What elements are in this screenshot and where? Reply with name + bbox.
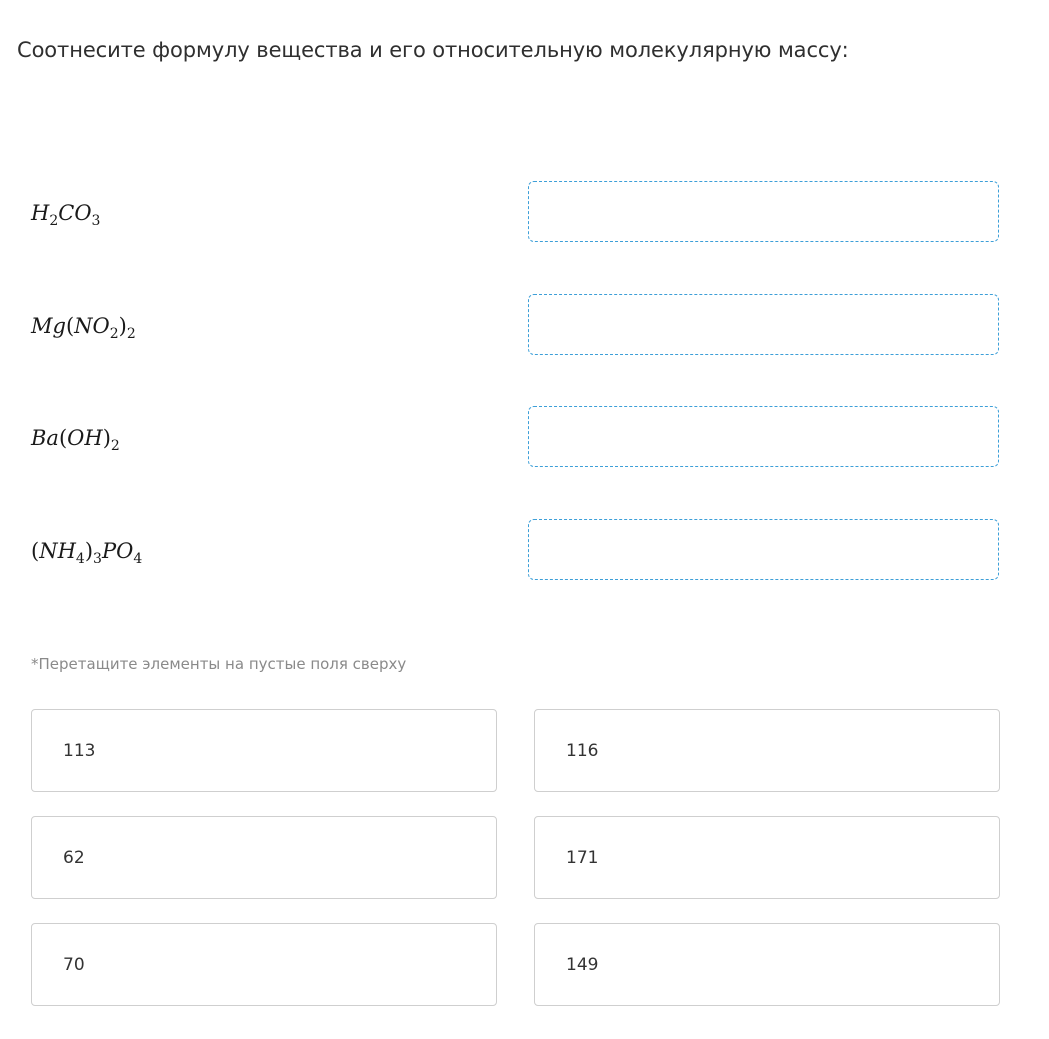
drag-hint: *Перетащите элементы на пустые поля сверху bbox=[31, 655, 407, 673]
answer-tile[interactable] bbox=[31, 816, 497, 899]
answer-tile[interactable] bbox=[534, 709, 1000, 792]
answer-tile-label: 70 bbox=[63, 954, 85, 975]
formula-label: $Mg(NO_2)_2$ bbox=[31, 313, 136, 342]
formula-label: $H_2CO_3$ bbox=[31, 200, 101, 229]
formula-label: $Ba(OH)_2$ bbox=[31, 425, 120, 454]
answer-tile-label: 62 bbox=[63, 847, 85, 868]
answer-tile[interactable] bbox=[534, 923, 1000, 1006]
drop-zone[interactable] bbox=[528, 294, 999, 355]
drop-zone[interactable] bbox=[528, 181, 999, 242]
formula-label: $(NH_4)_3PO_4$ bbox=[31, 538, 143, 567]
matching-row bbox=[0, 181, 1049, 244]
answer-tile[interactable] bbox=[31, 923, 497, 1006]
matching-row bbox=[0, 406, 1049, 469]
question-text: Соотнесите формулу вещества и его относительную молекулярную массу: bbox=[17, 38, 849, 62]
answer-tile-label: 116 bbox=[566, 740, 599, 761]
answer-tile-label: 149 bbox=[566, 954, 599, 975]
drop-zone[interactable] bbox=[528, 519, 999, 580]
drop-zone[interactable] bbox=[528, 406, 999, 467]
answer-tile-label: 113 bbox=[63, 740, 96, 761]
answer-tile[interactable] bbox=[31, 709, 497, 792]
matching-row bbox=[0, 294, 1049, 357]
answer-tile[interactable] bbox=[534, 816, 1000, 899]
answer-tile-label: 171 bbox=[566, 847, 599, 868]
matching-row bbox=[0, 519, 1049, 582]
